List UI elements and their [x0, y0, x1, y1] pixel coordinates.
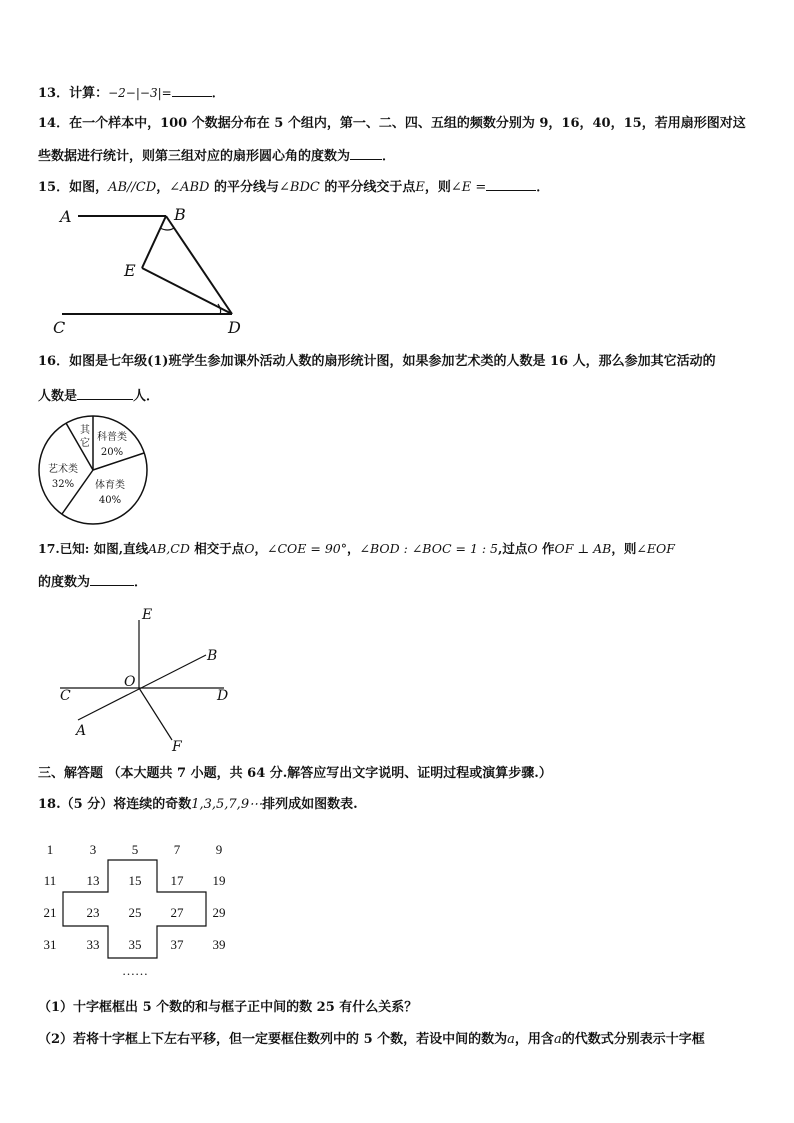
- question-text: 些数据进行统计，则第三组对应的扇形圆心角的度数为: [38, 149, 351, 164]
- math-expression: ∠BOD : ∠BOC = 1 : 5: [359, 541, 499, 556]
- math-expression: −2−|−3|=: [108, 86, 172, 100]
- math-expression: OF ⊥ AB: [554, 541, 612, 556]
- table-cell: 23: [86, 905, 100, 920]
- math-expression: AB//CD: [108, 180, 157, 195]
- table-cell: 19: [212, 873, 226, 888]
- math-expression: E: [415, 180, 425, 195]
- pie-label-art-pct: 32%: [51, 479, 75, 490]
- punctuation: ．: [536, 180, 550, 195]
- math-expression: ∠EOF: [636, 541, 675, 556]
- question-text: 如图是七年级(1)班学生参加课外活动人数的扇形统计图，如果参加艺术类的人数是 16 人，那么参加其它活动的: [69, 354, 716, 369]
- pie-label-sport-pct: 40%: [98, 495, 122, 506]
- table-cell: 31: [43, 937, 57, 952]
- point-label-f: F: [172, 739, 182, 755]
- question-number: 14．: [38, 116, 70, 131]
- point-label-d: D: [217, 688, 229, 704]
- point-label-b: B: [207, 648, 218, 664]
- question-18-part-1: （1）十字框框出 5 个数的和与框子正中间的数 25 有什么关系？: [38, 1000, 418, 1015]
- pie-label-other-1: 其: [80, 425, 90, 436]
- point-label-e: E: [142, 607, 153, 623]
- question-number: 17.: [38, 541, 60, 556]
- question-text: 相交于点: [189, 541, 245, 556]
- point-label-c: C: [53, 318, 66, 337]
- math-variable: a: [553, 1032, 562, 1047]
- question-text: 的度数为: [38, 575, 91, 590]
- math-expression: O: [244, 541, 255, 556]
- table-cell: 3: [89, 842, 97, 857]
- pie-label-other-2: 它: [80, 438, 90, 449]
- point-label-a: A: [76, 723, 87, 739]
- punctuation: ．: [134, 575, 148, 590]
- question-text: ，则: [611, 541, 637, 556]
- question-text: ，: [156, 180, 170, 195]
- table-ellipsis: ……: [122, 963, 148, 978]
- question-text: 作: [537, 541, 555, 556]
- table-cell: 13: [86, 873, 100, 888]
- table-cell: 25: [128, 905, 142, 920]
- math-expression: O: [527, 541, 538, 556]
- question-text: ，用含: [514, 1032, 554, 1047]
- table-cell: 39: [212, 937, 226, 952]
- table-cell: 11: [43, 873, 57, 888]
- math-expression: ∠E =: [450, 180, 487, 195]
- question-text: ，则: [424, 180, 451, 195]
- question-text: 计算：: [69, 86, 109, 101]
- question-number: 15．: [38, 180, 70, 195]
- table-cell: 21: [43, 905, 57, 920]
- question-text: 人数是: [38, 389, 78, 404]
- table-cell: 5: [131, 842, 139, 857]
- question-text: ,过点: [498, 541, 528, 556]
- question-text: 排列成如图数表.: [262, 797, 358, 812]
- math-expression: ∠ABD: [169, 180, 210, 195]
- punctuation: ．: [211, 86, 225, 101]
- section-heading: 三、解答题 （本大题共 7 小题，共 64 分.解答应写出文字说明、证明过程或演算步骤.）: [38, 766, 552, 781]
- point-label-a: A: [60, 207, 72, 226]
- math-expression: ∠COE = 90°: [266, 541, 347, 556]
- question-text: 的平分线交于点: [319, 180, 416, 195]
- question-text: ，: [254, 541, 267, 556]
- pie-label-science: 科普类: [97, 432, 127, 443]
- table-cell: 35: [128, 937, 142, 952]
- question-text: （2）若将十字框上下左右平移，但一定要框住数列中的 5 个数，若设中间的数为: [38, 1032, 508, 1047]
- point-label-o: O: [124, 674, 136, 690]
- pie-label-science-pct: 20%: [100, 447, 124, 458]
- question-text: 的代数式分别表示十字框: [561, 1032, 705, 1047]
- question-text: ，: [346, 541, 360, 556]
- table-cell: 37: [170, 937, 184, 952]
- table-cell: 29: [212, 905, 226, 920]
- question-text: （5 分）将连续的奇数: [60, 797, 192, 812]
- punctuation: ．: [382, 149, 396, 164]
- question-number: 18.: [38, 797, 61, 812]
- point-label-c: C: [60, 688, 71, 704]
- question-number: 13．: [38, 86, 70, 101]
- question-text: 在一个样本中，100 个数据分布在 5 个组内，第一、二、四、五组的频数分别为 9，16，40，15，若用扇形图对这: [69, 116, 746, 131]
- math-expression: AB,CD: [148, 541, 190, 556]
- math-expression: 1,3,5,7,9⋯: [191, 797, 263, 812]
- pie-label-sport: 体育类: [95, 480, 125, 491]
- pie-label-art: 艺术类: [48, 464, 78, 475]
- question-text: 已知: 如图,直线: [59, 541, 149, 556]
- table-cell: 27: [170, 905, 184, 920]
- table-cell: 33: [86, 937, 100, 952]
- table-cell: 7: [173, 842, 181, 857]
- question-18-part-2: [38, 1031, 758, 1049]
- question-number: 16．: [38, 354, 70, 369]
- question-text: 人．: [133, 389, 160, 404]
- math-variable: a: [507, 1032, 515, 1047]
- table-cell: 9: [215, 842, 223, 857]
- question-text: 的平分线与: [209, 180, 279, 195]
- point-label-e: E: [124, 261, 136, 280]
- table-cell: 17: [170, 873, 184, 888]
- math-expression: ∠BDC: [279, 180, 320, 195]
- table-cell: 15: [128, 873, 142, 888]
- point-label-b: B: [174, 205, 186, 224]
- cross-frame-outline: [63, 860, 206, 958]
- point-label-d: D: [228, 318, 241, 337]
- table-cell: 1: [46, 842, 54, 857]
- question-text: 如图，: [69, 180, 109, 195]
